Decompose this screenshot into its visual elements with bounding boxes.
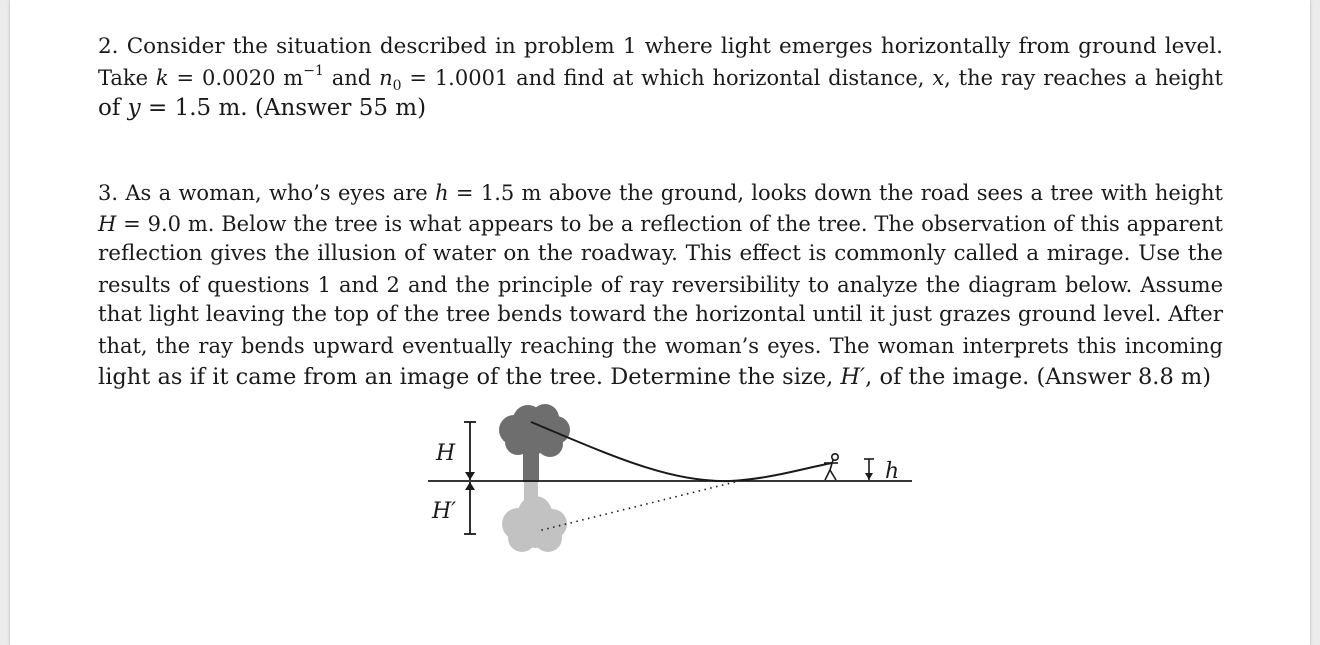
variable-H: H bbox=[98, 211, 117, 236]
apparent-ray-dotted bbox=[538, 482, 735, 531]
exponent: −1 bbox=[303, 62, 324, 79]
problem-2-line-1: 2. Consider the situation described in problem 1 where light emerges horizontally from ground level. bbox=[98, 34, 1223, 59]
variable-k: k bbox=[155, 65, 169, 90]
label-H-prime: H′ bbox=[432, 499, 457, 524]
variable-y: y bbox=[127, 95, 141, 122]
problem-2-line-2: Take k = 0.0020 $m^{-1}$ and $n_0 = 1.0001$ and find at which horizontal distance, x, the ray reaches a height bbox=[98, 62, 1223, 94]
problem-3-line-6: that, the ray bends upward eventually reaching the woman’s eyes. The woman interprets this incoming bbox=[98, 333, 1223, 358]
woman-figure bbox=[824, 454, 838, 480]
problem-3-line-5: that light leaving the top of the tree bends toward the horizontal until it just grazes ground level. After bbox=[98, 302, 1223, 328]
variable-n: n bbox=[379, 65, 393, 90]
problem-3-line-7: light as if it came from an image of the tree. Determine the size, H′, of the image. (Answer 8.8 m) bbox=[98, 363, 1212, 390]
variable-x: x bbox=[932, 65, 945, 90]
label-h: h bbox=[885, 459, 900, 484]
h-height-arrow bbox=[864, 459, 874, 480]
document-page bbox=[10, 0, 1310, 645]
subscript: 0 bbox=[392, 77, 402, 94]
problem-3-line-2: H = 9.0 m. Below the tree is what appears to be a reflection of the tree. The observation of this apparent bbox=[98, 211, 1223, 236]
light-ray bbox=[531, 422, 832, 481]
mirage-diagram bbox=[410, 400, 930, 560]
problem-2-text bbox=[98, 32, 1223, 124]
label-H: H bbox=[436, 441, 456, 466]
H-height-arrow bbox=[464, 422, 476, 480]
problem-3-line-1: 3. As a woman, who’s eyes are h = 1.5 m above the ground, looks down the road sees a tree with height bbox=[98, 181, 1223, 205]
variable-h: h bbox=[435, 181, 449, 205]
variable-H-prime: H′ bbox=[840, 363, 866, 390]
tree bbox=[499, 404, 570, 482]
tree-reflection bbox=[502, 481, 567, 552]
problem-3-line-3: reflection gives the illusion of water on the roadway. This effect is commonly called a mirage. Use the bbox=[98, 241, 1223, 267]
problem-3-text bbox=[98, 178, 1223, 392]
problem-3-line-4: results of questions 1 and 2 and the principle of ray reversibility to analyze the diagram below. Assume bbox=[98, 272, 1223, 297]
H-prime-height-arrow bbox=[464, 482, 476, 534]
problem-2-line-3: of y = 1.5 m. (Answer 55 m) bbox=[98, 95, 427, 122]
